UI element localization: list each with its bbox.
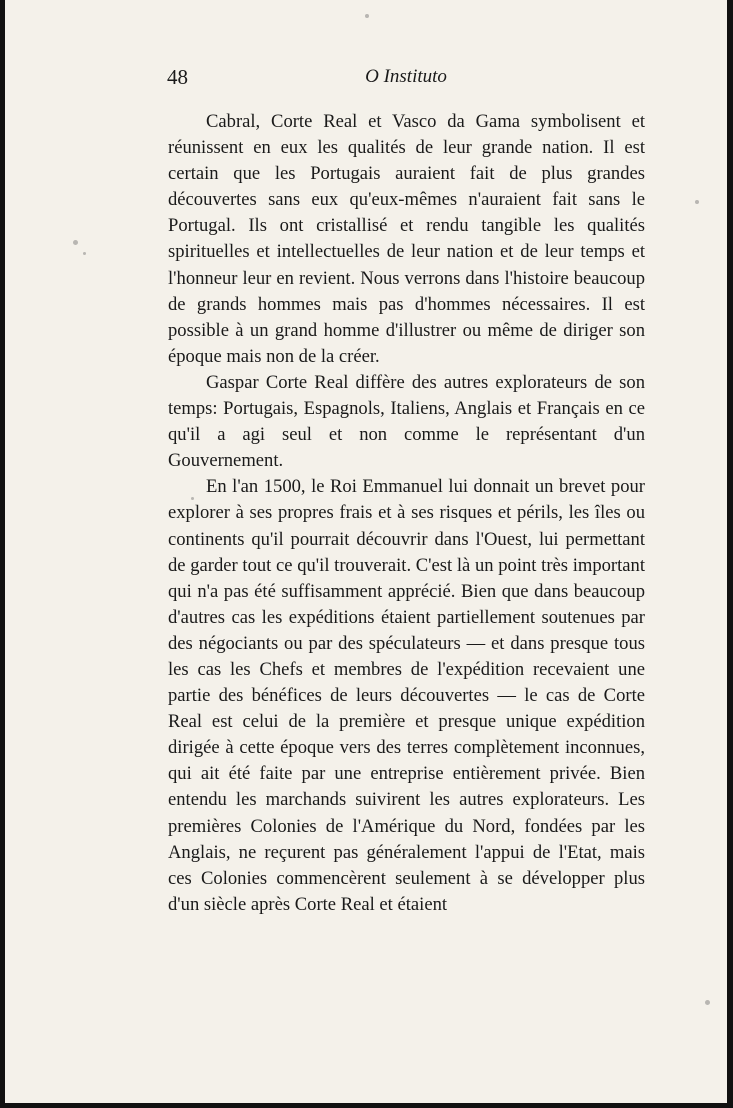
paper-speck [83, 252, 86, 255]
paragraph-gaspar: Gaspar Corte Real diffère des autres explorateurs de son temps: Portugais, Espagnols, Italiens, Anglais et Français en ce qu'il a agi seul et non comme le représentant d'un Gouvernement. [168, 371, 645, 472]
paper-speck [695, 200, 699, 204]
paper-speck [191, 497, 194, 500]
paper-speck [73, 240, 78, 245]
paper-speck [365, 14, 369, 18]
running-title: O Instituto [365, 66, 447, 87]
page-header [167, 62, 645, 92]
paragraph-an-1500: En l'an 1500, le Roi Emmanuel lui donnait un brevet pour explorer à ses propres frais et à ses risques et périls, les îles ou continents qu'il pourrait découvrir dans l'Ouest, lui permettant de garder tout ce qu'il trouverait. C'est là un point très important qui n'a pas été suffisamment apprécié. Bien que dans beaucoup d'autres cas les expéditions étaient partiellement soutenues par des négociants ou par des spéculateurs — et dans presque tous les cas les Chefs et membres de l'expédition recevaient une partie des bénéfices de leurs découvertes — le cas de Corte Real est celui de la première et presque unique expédition dirigée à cette époque vers des terres complètement inconnues, qui ait été faite par une entreprise entièrement privée. Bien entendu les marchands suivirent les autres explorateurs. Les premières Colonies de l'Amérique du Nord, fondées par les Anglais, ne reçurent pas généralement l'appui de l'Etat, mais ces Colonies commencèrent seulement à se développer plus d'un siècle après Corte Real et étaient [168, 476, 645, 915]
page-number: 48 [167, 65, 188, 89]
paragraph-cabral: Cabral, Corte Real et Vasco da Gama symbolisent et réunissent en eux les qualités de leur grande nation. Il est certain que les Portugais auraient fait de plus grandes découvertes sans eux qu'eux-mêmes n'auraient fait sans le Portugal. Ils ont cristallisé et rendu tangible les qualités spirituelles et intellectuelles de leur nation et de leur temps et l'honneur leur en revient. Nous verrons dans l'histoire beaucoup de grands hommes mais pas d'hommes nécessaires. Il est possible à un grand homme d'illustrer ou même de diriger son époque mais non de la créer. [168, 111, 645, 367]
paper-speck [705, 1000, 710, 1005]
body-text [168, 109, 645, 918]
